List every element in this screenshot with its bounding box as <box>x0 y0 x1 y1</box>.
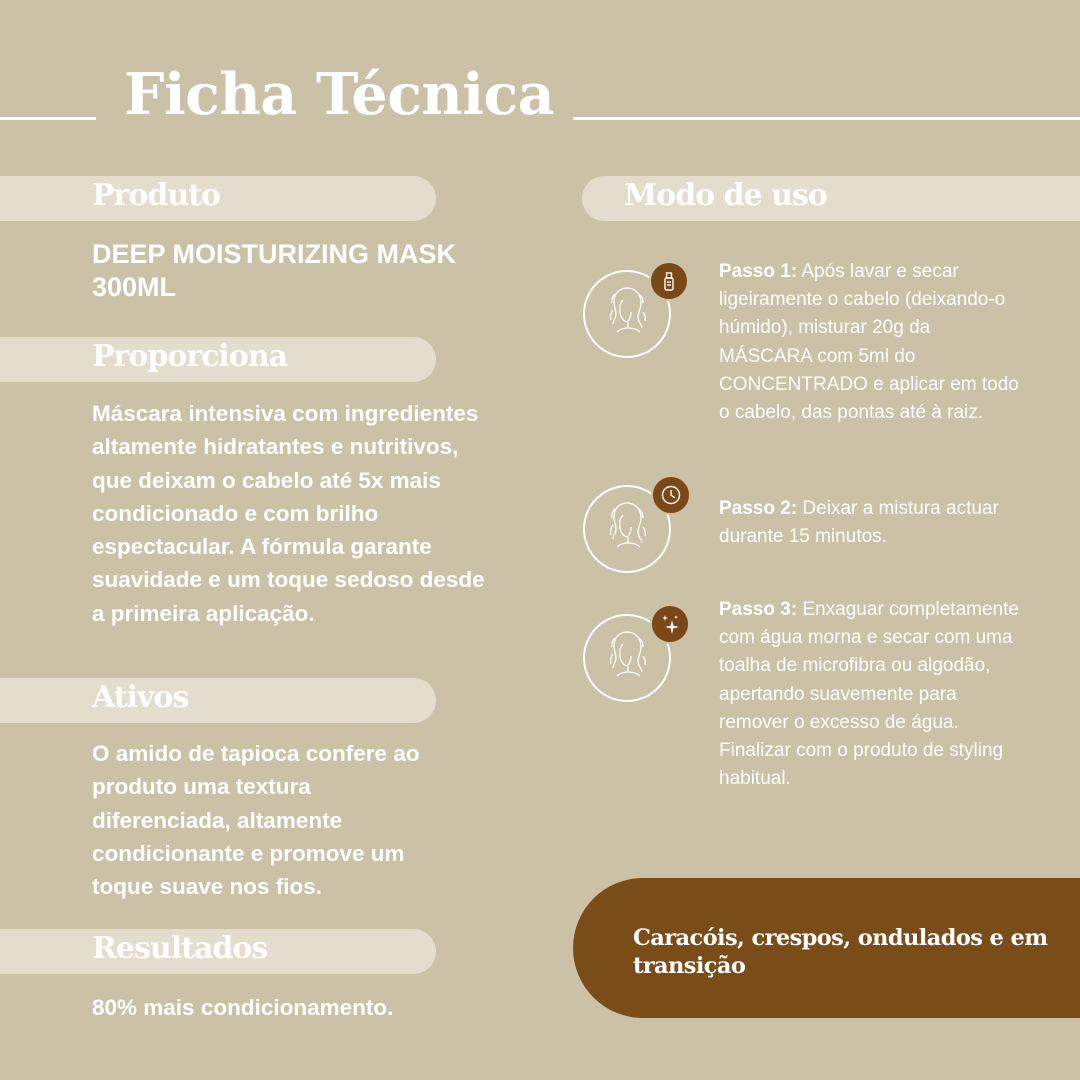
ativos-text: O amido de tapioca confere ao produto uma textura diferenciada, altamente condicionante e promove um toque suave nos fios. <box>92 741 420 900</box>
bottle-icon <box>649 261 689 301</box>
resultados-text: 80% mais condicionamento. <box>92 995 394 1020</box>
step-3-title: Passo 3: <box>719 599 798 620</box>
step-1-text <box>719 258 1019 427</box>
title-rule-left <box>0 117 96 120</box>
proporciona-text: Máscara intensiva com ingredientes altamente hidratantes e nutritivos, que deixam o cabelo até 5x mais condicionado e com brilho espectacular. A fórmula garante suavidade e um toque sedoso desde a primeira aplicação. <box>92 401 485 626</box>
hair-type-text: Caracóis, crespos, ondulados e em transição <box>633 925 1048 979</box>
step-3-text <box>719 596 1019 793</box>
section-pill-resultados <box>0 929 436 974</box>
section-pill-modo-de-uso <box>582 176 1080 221</box>
step-2-text <box>719 495 1019 551</box>
product-name: DEEP MOISTURIZING MASK 300ML <box>92 239 457 302</box>
step-2-description: Deixar a mistura actuar durante 15 minutos. <box>719 498 999 548</box>
section-pill-ativos <box>0 678 436 723</box>
section-heading-proporciona: Proporciona <box>92 339 288 374</box>
step-1-title: Passo 1: <box>719 261 798 282</box>
sparkle-icon <box>650 604 690 644</box>
section-pill-produto <box>0 176 436 221</box>
hair-type-banner <box>573 878 1080 1018</box>
section-heading-modo-de-uso: Modo de uso <box>624 178 827 213</box>
section-pill-proporciona <box>0 337 436 382</box>
section-heading-produto: Produto <box>92 178 221 213</box>
section-heading-ativos: Ativos <box>92 680 189 715</box>
section-heading-resultados: Resultados <box>92 931 268 966</box>
step-1-description: Após lavar e secar ligeiramente o cabelo (deixando-o húmido), misturar 20g da MÁSCARA com 5ml do CONCENTRADO e aplicar em todo o cabelo, das pontas até à raiz. <box>719 261 1019 424</box>
page-title: Ficha Técnica <box>124 61 555 128</box>
step-3-description: Enxaguar completamente com água morna e secar com uma toalha de microfibra ou algodão, apertando suavemente para remover o excesso de água. Finalizar com o produto de styling habitual. <box>719 599 1019 790</box>
clock-icon <box>651 475 691 515</box>
title-rule-right <box>573 117 1080 120</box>
step-2-title: Passo 2: <box>719 498 798 519</box>
